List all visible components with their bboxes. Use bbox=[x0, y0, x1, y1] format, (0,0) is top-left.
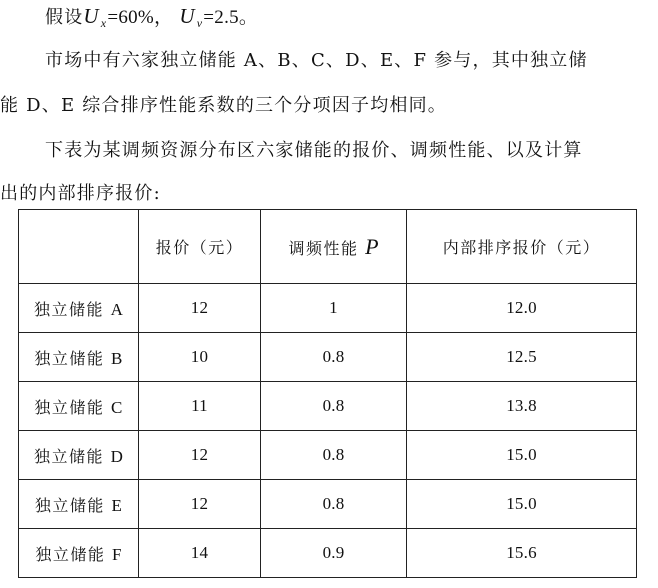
uv-value: =2.5。 bbox=[203, 7, 259, 28]
storage-price-table bbox=[18, 209, 637, 578]
header-price: 报价（元） bbox=[139, 210, 261, 284]
row-name-cell bbox=[19, 284, 139, 333]
row-letter: D bbox=[110, 446, 124, 466]
internal-price-cell: 12.0 bbox=[407, 284, 637, 333]
table-row bbox=[19, 431, 637, 480]
price-cell: 12 bbox=[139, 431, 261, 480]
performance-cell: 0.8 bbox=[261, 382, 407, 431]
header-internal-price: 内部排序报价（元） bbox=[407, 210, 637, 284]
row-letter: E bbox=[111, 495, 123, 515]
row-name-cell bbox=[19, 333, 139, 382]
table-row bbox=[19, 529, 637, 578]
row-name-cell bbox=[19, 480, 139, 529]
header-performance-symbol: P bbox=[365, 233, 379, 259]
ux-subscript: x bbox=[100, 16, 108, 30]
ux-symbol: U bbox=[83, 4, 100, 28]
row-name: 独立储能 bbox=[34, 495, 105, 515]
row-name-cell bbox=[19, 431, 139, 480]
performance-cell: 0.8 bbox=[261, 431, 407, 480]
performance-cell: 0.8 bbox=[261, 480, 407, 529]
price-cell: 14 bbox=[139, 529, 261, 578]
row-name-cell bbox=[19, 382, 139, 431]
table-row bbox=[19, 382, 637, 431]
row-letter: A bbox=[110, 299, 124, 319]
table-row bbox=[19, 284, 637, 333]
paragraph-3-line-1: 下表为某调频资源分布区六家储能的报价、调频性能、以及计算 bbox=[45, 140, 583, 161]
performance-cell: 0.8 bbox=[261, 333, 407, 382]
table-row bbox=[19, 333, 637, 382]
price-cell: 11 bbox=[139, 382, 261, 431]
row-name: 独立储能 bbox=[35, 544, 106, 564]
performance-cell: 1 bbox=[261, 284, 407, 333]
internal-price-cell: 13.8 bbox=[407, 382, 637, 431]
row-letter: F bbox=[111, 544, 122, 564]
price-cell: 12 bbox=[139, 480, 261, 529]
row-name-cell bbox=[19, 529, 139, 578]
table-row bbox=[19, 480, 637, 529]
internal-price-cell: 15.0 bbox=[407, 431, 637, 480]
table-header-row bbox=[19, 210, 637, 284]
performance-cell: 0.9 bbox=[261, 529, 407, 578]
paragraph-3-line-2: 出的内部排序报价: bbox=[0, 183, 161, 204]
price-cell: 10 bbox=[139, 333, 261, 382]
internal-price-cell: 15.6 bbox=[407, 529, 637, 578]
row-name: 独立储能 bbox=[33, 299, 104, 319]
internal-price-cell: 15.0 bbox=[407, 480, 637, 529]
header-blank bbox=[19, 210, 139, 284]
assume-prefix: 假设 bbox=[45, 7, 84, 28]
paragraph-2-line-1: 市场中有六家独立储能 A、B、C、D、E、F 参与，其中独立储 bbox=[45, 50, 588, 71]
uv-symbol: U bbox=[179, 4, 196, 28]
row-name: 独立储能 bbox=[34, 348, 105, 368]
header-performance bbox=[261, 210, 407, 284]
header-performance-label: 调频性能 bbox=[288, 238, 359, 258]
internal-price-cell: 12.5 bbox=[407, 333, 637, 382]
row-name: 独立储能 bbox=[34, 397, 105, 417]
uv-subscript: v bbox=[196, 16, 204, 30]
paragraph-2-line-2: 能 D、E 综合排序性能系数的三个分项因子均相同。 bbox=[0, 95, 448, 116]
price-cell: 12 bbox=[139, 284, 261, 333]
row-letter: B bbox=[111, 348, 123, 368]
row-name: 独立储能 bbox=[33, 446, 104, 466]
assumption-line bbox=[45, 4, 258, 35]
row-letter: C bbox=[111, 397, 123, 417]
ux-value: =60%， bbox=[107, 7, 174, 28]
